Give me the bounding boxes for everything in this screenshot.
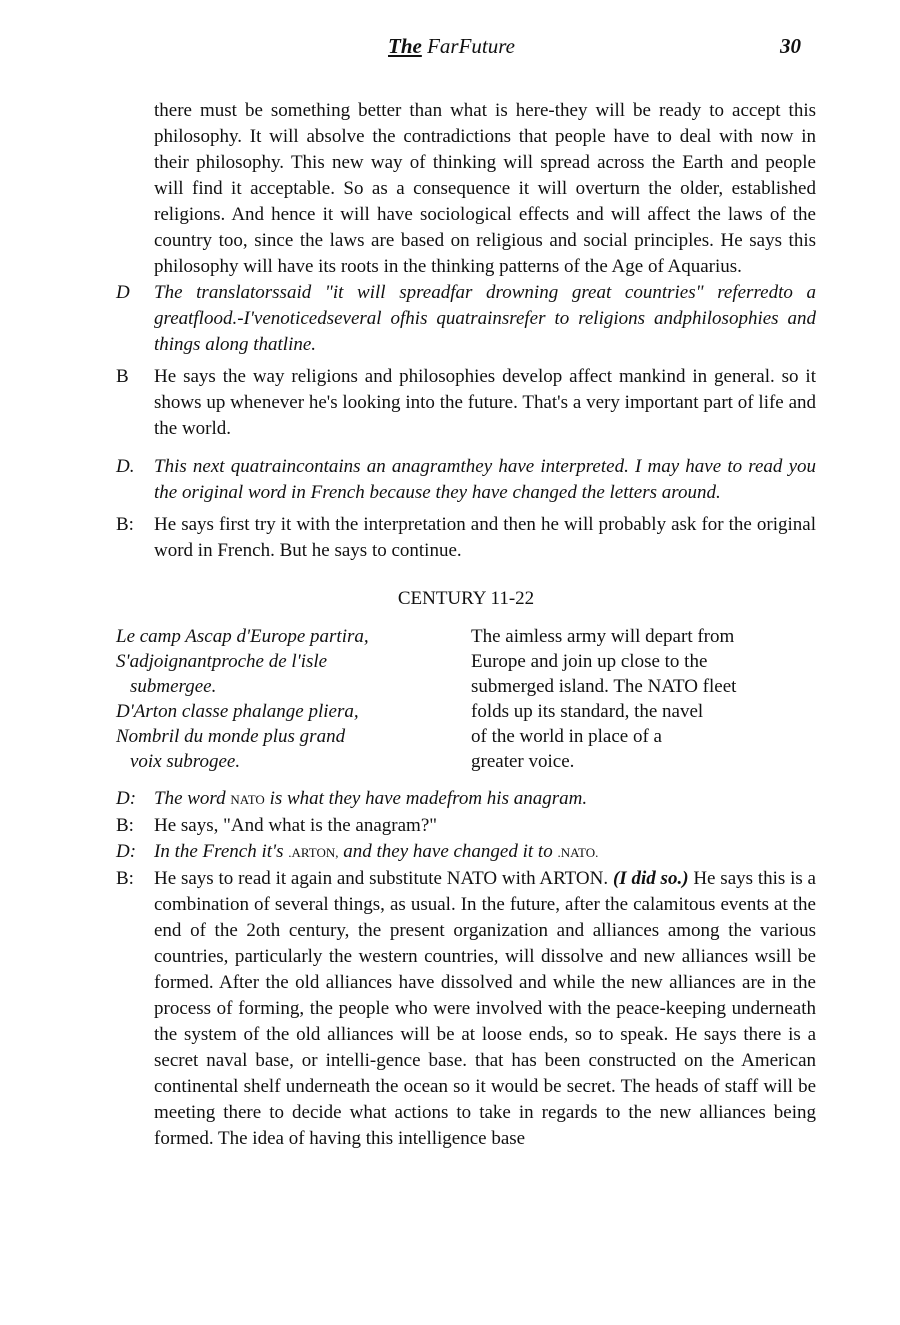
speaker-label: B: (116, 815, 134, 836)
intro-paragraph (116, 98, 816, 280)
quatrain (116, 624, 816, 774)
book-title-the: The (388, 34, 422, 58)
dialogue-text (154, 839, 816, 866)
spacer (116, 442, 816, 454)
french-line: Le camp Ascap d'Europe partira, (116, 626, 369, 647)
dialogue-line (116, 454, 816, 506)
small-caps-word: .NATO. (557, 845, 599, 860)
dialogue-line (116, 839, 816, 866)
dialogue-line (116, 786, 816, 813)
spacer (116, 774, 816, 786)
text-fragment: He says to read it again and substitute NATO with ARTON. (154, 868, 613, 889)
dialogue-text: He says, "And what is the anagram?" (154, 815, 438, 836)
english-line: of the world in place of a (471, 726, 662, 747)
text-fragment: In the French it's (154, 841, 289, 862)
english-line: folds up its standard, the navel (471, 701, 704, 722)
intro-text: there must be something better than what is here-they will be ready to accept this philosophy. It will absolve the contradictions that people have to deal with now in their philosophy. This new way of thinking will spread across the Earth and people will find it acceptable. So as a consequence it will overturn the older, established religions. And hence it will have sociological effects and will affect the laws of the country too, since the laws are based on religious and social principles. He says this philosophy will have its roots in the thinking patterns of the Age of Aquarius. (154, 100, 816, 277)
french-line: Nombril du monde plus grand (116, 726, 346, 747)
english-line: greater voice. (471, 751, 575, 772)
speaker-label: D: (116, 788, 137, 809)
french-line: S'adjoignantproche de l'isle (116, 651, 328, 672)
english-line: Europe and join up close to the (471, 651, 708, 672)
speaker-label: D: (116, 841, 137, 862)
dialogue-text (154, 866, 816, 1152)
dialogue-text: He says first try it with the interpretation and then he will probably ask for the original word in French. But he says to continue. (154, 514, 816, 561)
dialogue-line (116, 364, 816, 442)
speaker-blank (116, 98, 154, 280)
century-heading: CENTURY 11-22 (397, 588, 535, 609)
text-fragment: The word (154, 788, 231, 809)
french-line: D'Arton classe phalange pliera, (116, 701, 359, 722)
dialogue-text: The translatorssaid "it will spreadfar drowning great countries" referredto a greatflood.-I'venoticedseveral ofhis quatrainsrefer to religions andphilosophies and things along thatline. (154, 282, 816, 355)
book-title (388, 34, 515, 59)
quatrain-english (471, 624, 816, 774)
english-line: submerged island. The NATO fleet (471, 676, 737, 697)
text-fragment: He says this is a combination of several things, as usual. In the future, after the calamitous events at the end of the 2oth century, the present organization and alliances among the various countries, particularly the western countries, will dissolve and new alliances wsill be formed. After the old alliances have dissolved and while the new alliances are in the process of forming, the people who were involved with the peace-keeping underneath the system of the old alliances will be at loose ends, so to speak. He says there is a secret naval base, or intelli-gence base. that has been constructed on the American continental shelf underneath the ocean so it would be secret. The heads of staff will be meeting there to decide what actions to take in regards to the new alliances being formed. The idea of having this intelligence base (154, 868, 816, 1149)
aside-note: (I did so.) (612, 868, 689, 889)
dialogue-text: This next quatraincontains an anagramthey have interpreted. I may have to read you the original word in French because they have changed the letters around. (154, 456, 816, 503)
french-line: submergee. (130, 676, 217, 697)
dialogue-line (116, 866, 816, 1152)
body-text (116, 98, 816, 1152)
english-line: The aimless army will depart from (471, 626, 735, 647)
speaker-label: D (116, 282, 130, 303)
speaker-label: D. (116, 456, 135, 477)
dialogue-line (116, 280, 816, 358)
speaker-label: B: (116, 868, 134, 889)
dialogue-line (116, 813, 816, 839)
dialogue-text (154, 786, 816, 813)
text-fragment: is what they have madefrom his anagram. (264, 788, 588, 809)
text-fragment: and they have changed it to (338, 841, 558, 862)
running-header (0, 34, 900, 64)
speaker-label: B: (116, 514, 134, 535)
french-line: voix subrogee. (130, 751, 241, 772)
dialogue-line (116, 512, 816, 564)
small-caps-word: .ARTON, (288, 845, 339, 860)
page-number: 30 (780, 34, 801, 58)
dialogue-text: He says the way religions and philosophies develop affect mankind in general. so it shows up whenever he's looking into the future. That's a very important part of life and the world. (154, 366, 816, 439)
quatrain-french (116, 624, 471, 774)
small-caps-word: NATO (230, 792, 265, 807)
speaker-label: B (116, 366, 129, 387)
book-title-rest: FarFuture (421, 34, 515, 58)
